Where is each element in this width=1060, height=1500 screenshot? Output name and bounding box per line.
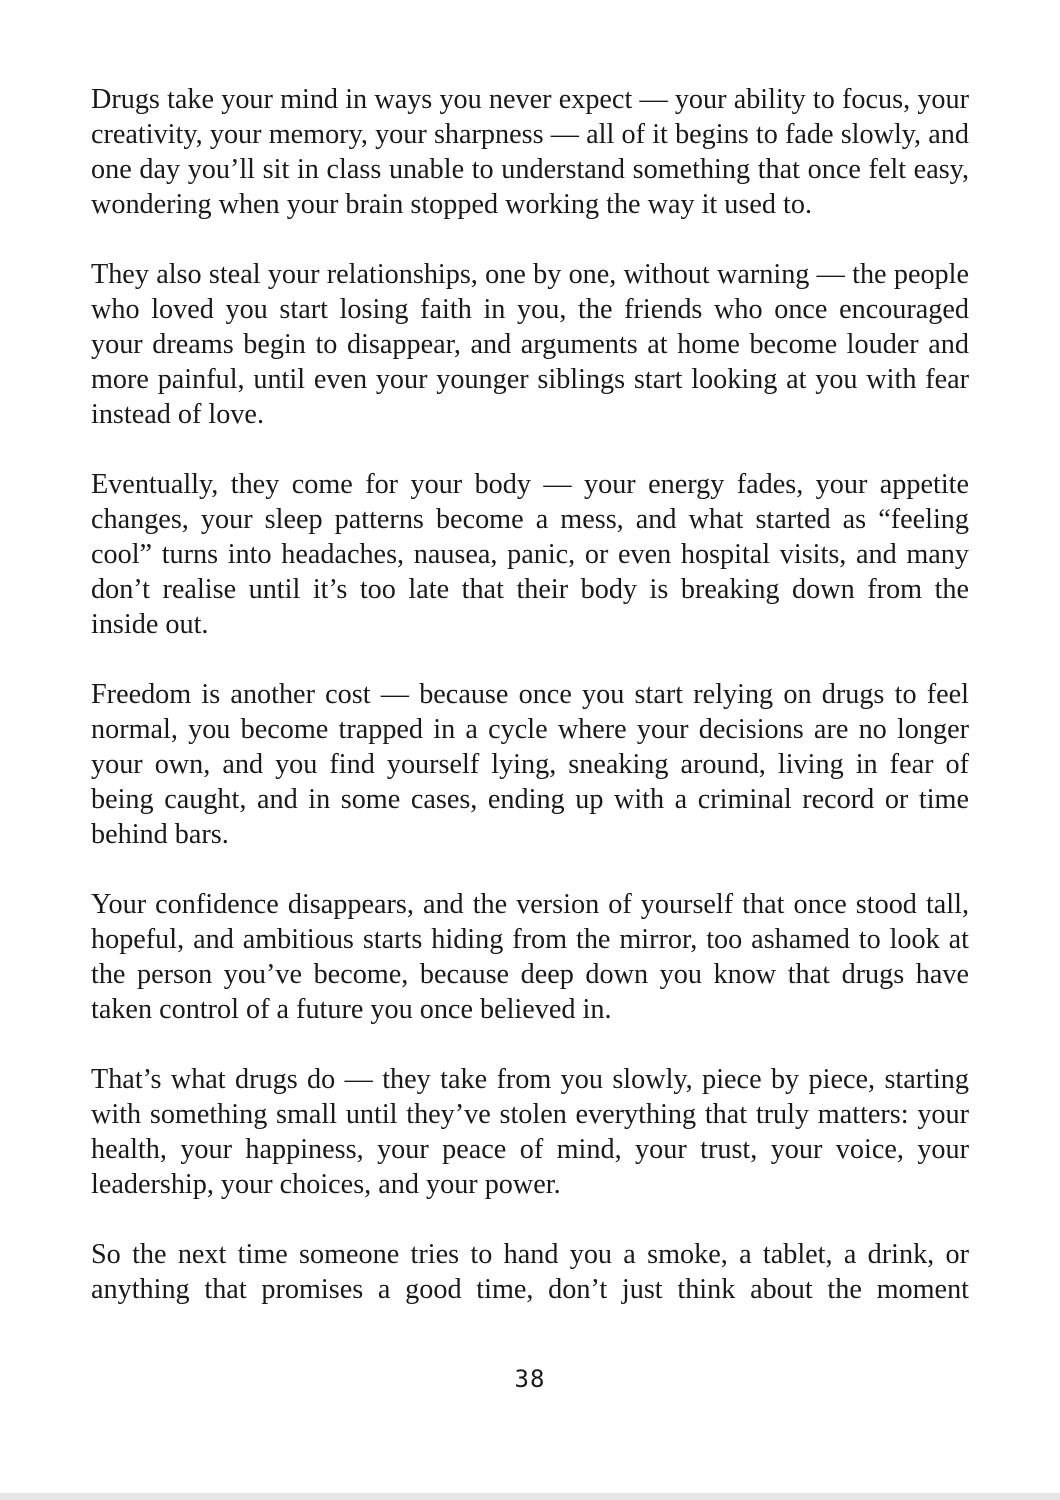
paragraph-relationships: They also steal your relationships, one by one, without warning — the people who loved you start losing faith in you, the friends who once encouraged your dreams begin to disappear, and arguments at home become louder and more painful, until even your younger siblings start looking at you with fear instead of love. [91,259,969,430]
paragraph-summary: That’s what drugs do — they take from you slowly, piece by piece, starting with something small until they’ve stolen everything that truly matters: your health, your happiness, your peace of mind, your trust, your voice, your leadership, your choices, and your power. [91,1064,969,1200]
paragraph-next-time: So the next time someone tries to hand you a smoke, a tablet, a drink, or anything that promises a good time, don’t just think about the moment [91,1239,969,1305]
paragraph-confidence: Your confidence disappears, and the version of yourself that once stood tall, hopeful, and ambitious starts hiding from the mirror, too ashamed to look at the person you’ve become, because deep down you know that drugs have taken control of a future you once believed in. [91,889,969,1025]
page-number: 38 [514,1365,546,1393]
body-text [91,82,969,1307]
paragraph-freedom: Freedom is another cost — because once you start relying on drugs to feel normal, you become trapped in a cycle where your decisions are no longer your own, and you find yourself lying, sneaking around, living in fear of being caught, and in some cases, ending up with a criminal record or time behind bars. [91,679,969,850]
paragraph-body: Eventually, they come for your body — your energy fades, your appetite changes, your sleep patterns become a mess, and what started as “feeling cool” turns into headaches, nausea, panic, or even hospital visits, and many don’t realise until it’s too late that their body is breaking down from the inside out. [91,469,969,640]
paragraph-mind: Drugs take your mind in ways you never expect — your ability to focus, your creativity, your memory, your sharpness — all of it begins to fade slowly, and one day you’ll sit in class unable to understand something that once felt easy, wondering when your brain stopped working the way it used to. [91,84,969,220]
page-bottom-divider [0,1493,1060,1500]
